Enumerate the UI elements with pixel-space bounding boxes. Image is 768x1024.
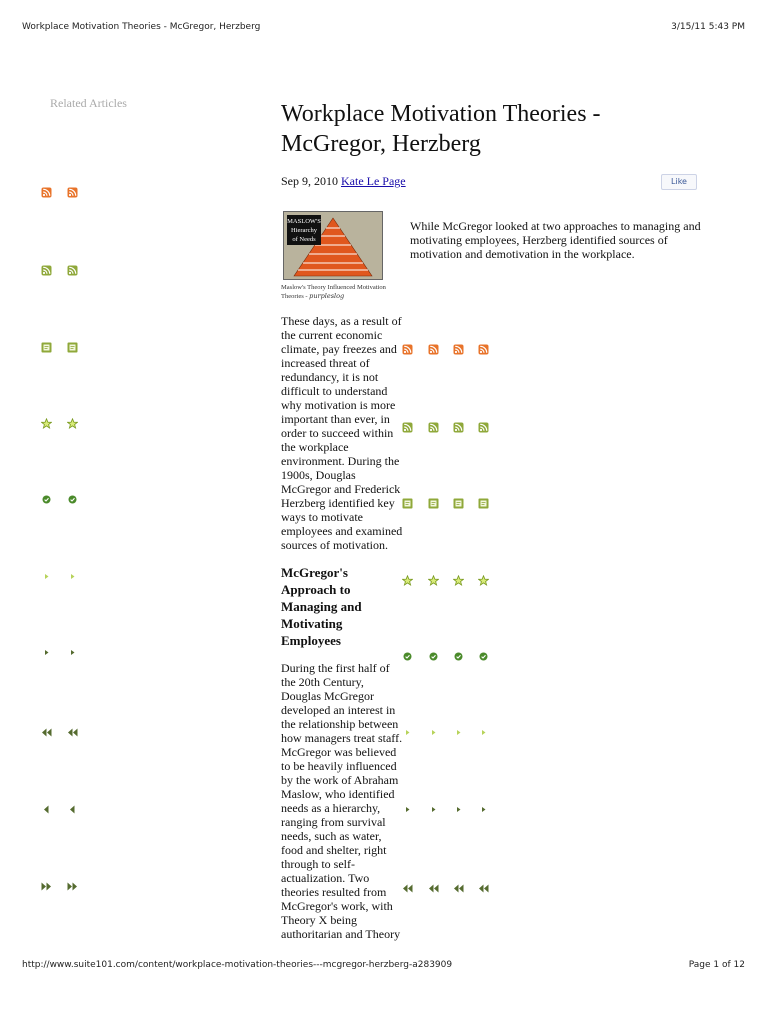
note-icon[interactable] xyxy=(402,498,413,509)
article-title: Workplace Motivation Theories - McGregor, Herzberg xyxy=(281,101,601,157)
article-paragraph-1: These days, as a result of the current economic climate, pay freezes and increased threat of redundancy, it is not difficult to understand why motivation is more important than ever, in order to succeed within the workplace environment. During the 1900s, Douglas McGregor and Frederick Herzberg identified key ways to motivate employees and examined sources of motivation. xyxy=(281,314,403,552)
fast-forward-icon[interactable] xyxy=(67,881,78,892)
small-arrow-light-icon[interactable] xyxy=(67,571,78,582)
article-meta xyxy=(281,174,406,189)
rewind-icon[interactable] xyxy=(402,883,413,894)
small-arrow-dark-icon[interactable] xyxy=(402,804,413,815)
rss-green-icon[interactable] xyxy=(453,422,464,433)
rss-orange-icon[interactable] xyxy=(428,344,439,355)
star-icon[interactable] xyxy=(453,575,464,586)
rss-green-icon[interactable] xyxy=(428,422,439,433)
rss-orange-icon[interactable] xyxy=(67,187,78,198)
rss-green-icon[interactable] xyxy=(478,422,489,433)
maslow-figure[interactable] xyxy=(283,211,383,280)
like-button[interactable]: Like xyxy=(661,174,697,190)
check-circle-icon[interactable] xyxy=(41,494,52,505)
article-intro: While McGregor looked at two approaches to managing and motivating employees, Herzberg identified sources of motivation and demotivation in the workplace. xyxy=(410,219,701,261)
rss-green-icon[interactable] xyxy=(402,422,413,433)
article-paragraph-2: During the first half of the 20th Century, Douglas McGregor developed an interest in the relationship between how managers treat staff. McGregor was believed to be heavily influenced by the work of Abraham Maslow, who identified needs as a hierarchy, ranging from survival needs, such as water, food and shelter, right through to self-actualization. Two theories resulted from McGregor's work, with Theory X being authoritarian and Theory xyxy=(281,661,403,941)
small-arrow-dark-icon[interactable] xyxy=(453,804,464,815)
star-icon[interactable] xyxy=(67,418,78,429)
page-footer-url: http://www.suite101.com/content/workplace-motivation-theories---mcgregor-herzberg-a283909 xyxy=(22,960,453,970)
note-icon[interactable] xyxy=(428,498,439,509)
small-arrow-light-icon[interactable] xyxy=(478,727,489,738)
note-icon[interactable] xyxy=(453,498,464,509)
rss-orange-icon[interactable] xyxy=(453,344,464,355)
rewind-icon[interactable] xyxy=(67,727,78,738)
figure-line-2: Hierarchy xyxy=(291,227,317,234)
page-footer-pagenum: Page 1 of 12 xyxy=(688,960,745,970)
pyramid-illustration xyxy=(284,212,382,279)
star-icon[interactable] xyxy=(402,575,413,586)
check-circle-icon[interactable] xyxy=(453,651,464,662)
rewind-icon[interactable] xyxy=(453,883,464,894)
figure-caption-text: Maslow's Theory Influenced Motivation Theories - xyxy=(281,284,386,300)
figure-caption-credit: purpleslog xyxy=(309,292,345,300)
star-icon[interactable] xyxy=(478,575,489,586)
small-arrow-light-icon[interactable] xyxy=(402,727,413,738)
page-header-title: Workplace Motivation Theories - McGregor, Herzberg xyxy=(22,22,261,32)
rewind-icon[interactable] xyxy=(41,727,52,738)
rewind-icon[interactable] xyxy=(428,883,439,894)
small-arrow-dark-icon[interactable] xyxy=(67,647,78,658)
rss-orange-icon[interactable] xyxy=(402,344,413,355)
rss-green-icon[interactable] xyxy=(41,265,52,276)
check-circle-icon[interactable] xyxy=(402,651,413,662)
check-circle-icon[interactable] xyxy=(428,651,439,662)
rss-orange-icon[interactable] xyxy=(41,187,52,198)
star-icon[interactable] xyxy=(428,575,439,586)
note-icon[interactable] xyxy=(67,342,78,353)
small-arrow-light-icon[interactable] xyxy=(453,727,464,738)
author-link[interactable]: Kate Le Page xyxy=(341,174,406,188)
small-arrow-light-icon[interactable] xyxy=(428,727,439,738)
small-arrow-light-icon[interactable] xyxy=(41,571,52,582)
figure-line-3: of Needs xyxy=(292,236,316,243)
article-subheading: McGregor's Approach to Managing and Motivating Employees xyxy=(281,565,362,648)
check-circle-icon[interactable] xyxy=(67,494,78,505)
back-arrow-icon[interactable] xyxy=(67,804,78,815)
article-date: Sep 9, 2010 xyxy=(281,174,338,188)
page-header-datetime: 3/15/11 5:43 PM xyxy=(671,22,745,32)
star-icon[interactable] xyxy=(41,418,52,429)
back-arrow-icon[interactable] xyxy=(41,804,52,815)
small-arrow-dark-icon[interactable] xyxy=(478,804,489,815)
fast-forward-icon[interactable] xyxy=(41,881,52,892)
rewind-icon[interactable] xyxy=(478,883,489,894)
figure-caption xyxy=(281,283,391,301)
small-arrow-dark-icon[interactable] xyxy=(428,804,439,815)
related-articles-heading: Related Articles xyxy=(50,96,127,110)
note-icon[interactable] xyxy=(478,498,489,509)
rss-green-icon[interactable] xyxy=(67,265,78,276)
check-circle-icon[interactable] xyxy=(478,651,489,662)
figure-line-1: MASLOW'S xyxy=(287,218,321,225)
small-arrow-dark-icon[interactable] xyxy=(41,647,52,658)
note-icon[interactable] xyxy=(41,342,52,353)
rss-orange-icon[interactable] xyxy=(478,344,489,355)
